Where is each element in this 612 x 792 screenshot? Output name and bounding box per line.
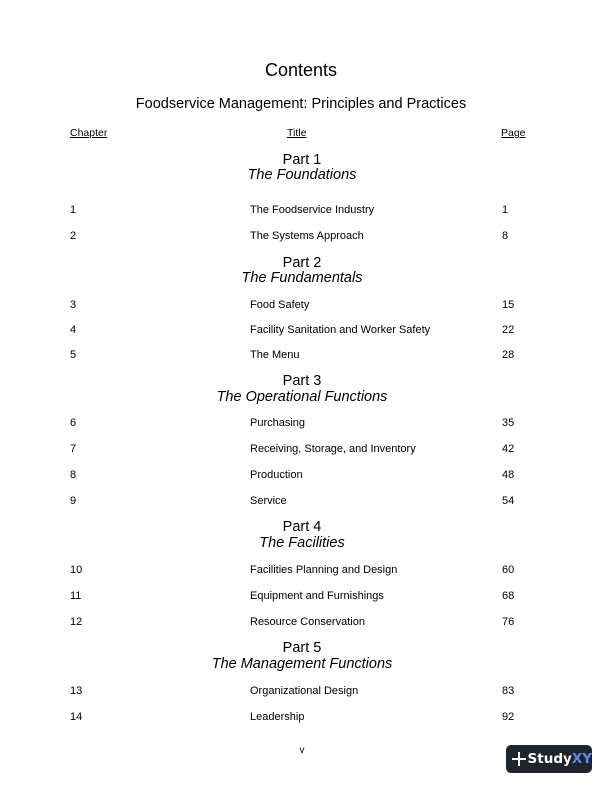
chapter-number: 9	[70, 495, 77, 507]
chapter-title: Facility Sanitation and Worker Safety	[250, 324, 431, 336]
page-number: v	[299, 745, 305, 756]
part-1-label: Part 1	[282, 152, 322, 168]
chapter-title: The Systems Approach	[250, 230, 364, 242]
toc-row	[0, 590, 612, 606]
chapter-number: 1	[70, 204, 77, 216]
chapter-page: 60	[502, 564, 515, 576]
chapter-page: 92	[502, 711, 515, 723]
part-3-name: The Operational Functions	[216, 389, 388, 405]
toc-row	[0, 443, 612, 459]
chapter-number: 14	[70, 711, 83, 723]
chapter-title: Production	[250, 469, 303, 481]
part-3-label: Part 3	[282, 373, 322, 389]
chapter-page: 35	[502, 417, 515, 429]
part-4-name: The Facilities	[259, 535, 345, 551]
chapter-title: The Menu	[250, 349, 300, 361]
part-2-name: The Fundamentals	[241, 270, 363, 286]
chapter-title: The Foodservice Industry	[250, 204, 375, 216]
chapter-page: 22	[502, 324, 515, 336]
toc-row	[0, 711, 612, 727]
toc-row	[0, 495, 612, 511]
brand-name-study: Study	[527, 751, 572, 767]
chapter-page: 15	[502, 299, 515, 311]
chapter-page: 1	[502, 204, 509, 216]
column-header-chapter: Chapter	[70, 127, 108, 139]
toc-row	[0, 616, 612, 632]
chapter-page: 48	[502, 469, 515, 481]
page-title: Contents	[264, 60, 338, 80]
chapter-title: Facilities Planning and Design	[250, 564, 398, 576]
chapter-number: 11	[70, 590, 82, 602]
plus-icon	[512, 752, 522, 766]
toc-row	[0, 204, 612, 220]
part-5-label: Part 5	[282, 640, 322, 656]
chapter-title: Leadership	[250, 711, 305, 723]
brand-name-xy: XY	[571, 751, 592, 767]
part-4-label: Part 4	[282, 519, 322, 535]
column-header-title: Title	[287, 127, 307, 139]
chapter-number: 7	[70, 443, 77, 455]
chapter-page: 76	[502, 616, 515, 628]
chapter-number: 2	[70, 230, 77, 242]
book-subtitle: Foodservice Management: Principles and Practices	[135, 96, 467, 112]
chapter-number: 8	[70, 469, 77, 481]
chapter-number: 3	[70, 299, 77, 311]
chapter-number: 6	[70, 417, 77, 429]
part-2-label: Part 2	[282, 255, 322, 271]
chapter-title: Service	[250, 495, 287, 507]
chapter-title: Receiving, Storage, and Inventory	[250, 443, 416, 455]
chapter-page: 28	[502, 349, 515, 361]
toc-row	[0, 685, 612, 701]
chapter-number: 5	[70, 349, 77, 361]
chapter-number: 10	[70, 564, 83, 576]
chapter-page: 83	[502, 685, 515, 697]
chapter-title: Food Safety	[250, 299, 310, 311]
chapter-title: Resource Conservation	[250, 616, 365, 628]
chapter-page: 42	[502, 443, 515, 455]
chapter-title: Equipment and Furnishings	[250, 590, 384, 602]
toc-row	[0, 324, 612, 340]
toc-row	[0, 349, 612, 365]
part-5-name: The Management Functions	[211, 656, 393, 672]
chapter-number: 13	[70, 685, 83, 697]
chapter-page: 54	[502, 495, 515, 507]
chapter-page: 8	[502, 230, 509, 242]
toc-row	[0, 230, 612, 246]
chapter-page: 68	[502, 590, 515, 602]
toc-row	[0, 564, 612, 580]
toc-row	[0, 299, 612, 315]
part-1-name: The Foundations	[247, 167, 357, 183]
toc-row	[0, 469, 612, 485]
chapter-number: 4	[70, 324, 77, 336]
chapter-number: 12	[70, 616, 83, 628]
chapter-title: Purchasing	[250, 417, 306, 429]
brand-name	[528, 751, 592, 767]
studyxy-badge[interactable]	[506, 745, 592, 773]
column-header-page: Page	[501, 127, 526, 139]
toc-row	[0, 417, 612, 433]
chapter-title: Organizational Design	[250, 685, 359, 697]
